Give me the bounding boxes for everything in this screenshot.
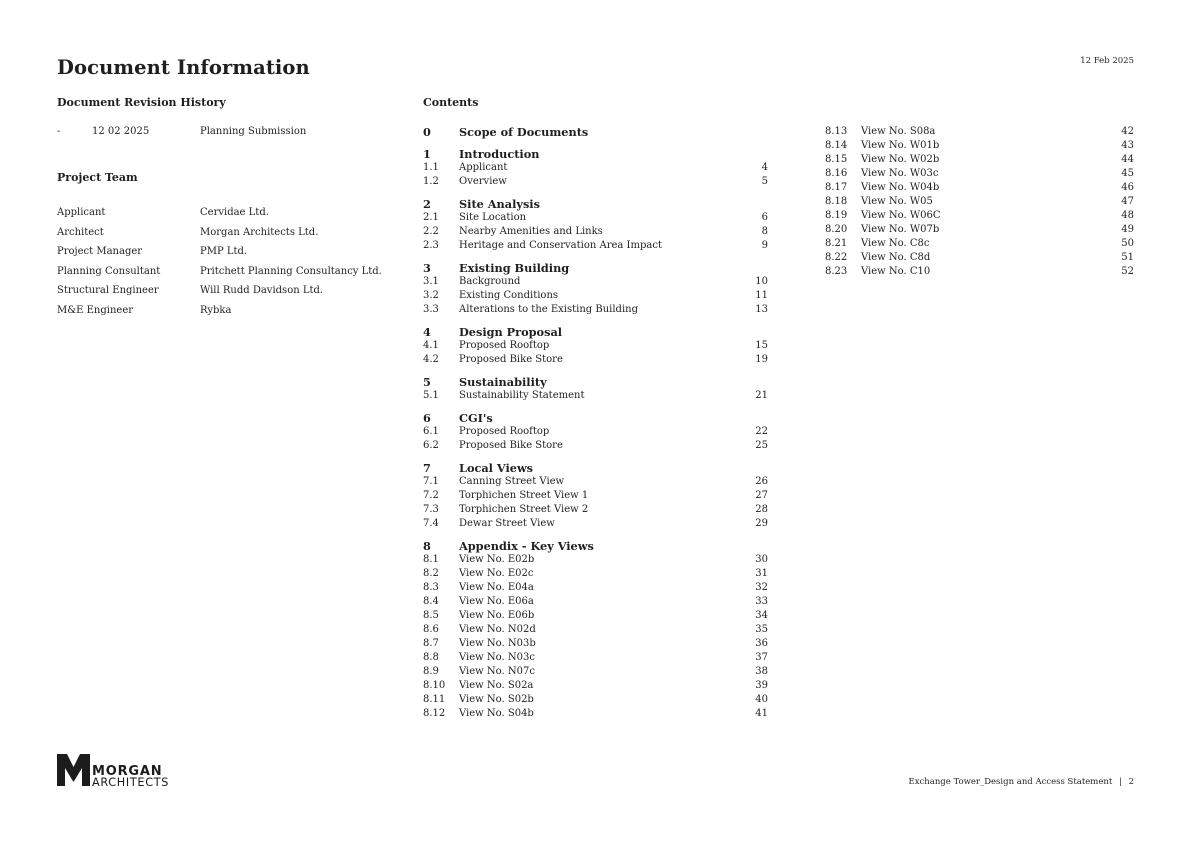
toc-section-number: 6 — [423, 411, 431, 425]
toc-entry-title: View No. S08a — [861, 126, 936, 137]
toc-entry-number: 8.12 — [423, 708, 446, 719]
toc-entry-title: Canning Street View — [459, 476, 565, 487]
team-role: Project Manager — [57, 246, 143, 257]
toc-entry-title: View No. E06a — [459, 596, 534, 607]
toc-page-number: 32 — [755, 582, 768, 593]
toc-page-number: 31 — [755, 568, 768, 579]
toc-entry — [0, 153, 1191, 167]
team-role: Structural Engineer — [57, 285, 159, 296]
toc-section-number: 2 — [423, 197, 431, 211]
toc-section-number: 8 — [423, 539, 431, 553]
toc-entry-number: 4.1 — [423, 340, 439, 351]
toc-entry-number: 8.14 — [825, 140, 848, 151]
toc-entry-number: 7.4 — [423, 518, 439, 529]
toc-section-title: Design Proposal — [459, 325, 563, 339]
toc-section-number: 7 — [423, 461, 431, 475]
toc-page-number: 29 — [755, 518, 768, 529]
document-date: 12 Feb 2025 — [1080, 56, 1134, 66]
toc-entry — [0, 209, 1191, 223]
toc-entry-number: 1.2 — [423, 176, 439, 187]
toc-entry-number: 8.6 — [423, 624, 439, 635]
toc-entry-number: 8.9 — [423, 666, 439, 677]
toc-page-number: 25 — [755, 440, 768, 451]
toc-entry-title: Site Location — [459, 212, 527, 223]
toc-page-number: 52 — [1121, 266, 1134, 277]
toc-page-number: 48 — [1121, 210, 1134, 221]
toc-page-number: 40 — [755, 694, 768, 705]
toc-page-number: 8 — [761, 226, 768, 237]
toc-entry-title: Background — [459, 276, 521, 287]
toc-entry-number: 2.3 — [423, 240, 439, 251]
toc-entry — [0, 251, 1191, 265]
toc-entry-title: View No. N07c — [459, 666, 535, 677]
toc-entry-number: 3.3 — [423, 304, 439, 315]
project-team-heading: Project Team — [57, 171, 138, 184]
toc-entry-title: View No. C8c — [861, 238, 930, 249]
toc-page-number: 10 — [755, 276, 768, 287]
toc-entry-title: View No. E04a — [459, 582, 534, 593]
toc-page-number: 28 — [755, 504, 768, 515]
toc-page-number: 9 — [761, 240, 768, 251]
toc-page-number: 37 — [755, 652, 768, 663]
toc-section-title: Local Views — [459, 461, 534, 475]
team-name: Morgan Architects Ltd. — [200, 226, 319, 238]
footer-separator: | — [1119, 777, 1122, 787]
revision-date: 12 02 2025 — [92, 126, 150, 137]
toc-page-number: 33 — [755, 596, 768, 607]
toc-entry-title: View No. N03b — [459, 638, 536, 649]
toc-entry-title: View No. W05 — [861, 196, 933, 207]
team-name: Rybka — [200, 304, 232, 316]
toc-entry-number: 8.2 — [423, 568, 439, 579]
toc-entry-number: 7.3 — [423, 504, 439, 515]
toc-page-number: 4 — [761, 162, 768, 173]
toc-section-title: CGI's — [459, 411, 493, 425]
toc-entry-title: Proposed Rooftop — [459, 340, 550, 351]
toc-page-number: 50 — [1121, 238, 1134, 249]
toc-page-number: 13 — [755, 304, 768, 315]
toc-page-number: 6 — [761, 212, 768, 223]
toc-entry-number: 8.11 — [423, 694, 446, 705]
logo-mark-icon — [57, 754, 182, 788]
toc-entry-number: 1.1 — [423, 162, 439, 173]
toc-entry-number: 8.8 — [423, 652, 439, 663]
toc-entry-title: View No. S02a — [459, 680, 534, 691]
team-role: Applicant — [57, 207, 106, 218]
toc-page-number: 41 — [755, 708, 768, 719]
toc-entry — [0, 195, 1191, 209]
team-role: M&E Engineer — [57, 304, 134, 316]
toc-section-title: Introduction — [459, 147, 540, 161]
toc-entry — [0, 237, 1191, 251]
toc-entry-title: Alterations to the Existing Building — [459, 304, 638, 315]
toc-entry-title: View No. S02b — [459, 694, 534, 705]
toc-entry-title: View No. N03c — [459, 652, 535, 663]
toc-page-number: 19 — [755, 354, 768, 365]
team-role: Architect — [57, 226, 104, 238]
toc-page-number: 34 — [755, 610, 768, 621]
toc-entry-title: Dewar Street View — [459, 518, 555, 529]
toc-entry-number: 5.1 — [423, 390, 439, 401]
toc-entry-number: 8.13 — [825, 126, 848, 137]
toc-page-number: 21 — [755, 390, 768, 401]
toc-entry-number: 8.4 — [423, 596, 439, 607]
toc-entry-number: 2.2 — [423, 226, 439, 237]
toc-section-number: 0 — [423, 125, 431, 139]
contents-heading: Contents — [423, 96, 479, 109]
team-name: Cervidae Ltd. — [200, 207, 269, 218]
toc-entry-title: View No. C10 — [861, 266, 931, 277]
toc-entry-number: 4.2 — [423, 354, 439, 365]
toc-page-number: 26 — [755, 476, 768, 487]
toc-entry-title: View No. E02b — [459, 554, 535, 565]
toc-entry-title: View No. W04b — [861, 182, 940, 193]
toc-entry-number: 8.3 — [423, 582, 439, 593]
toc-page-number: 46 — [1121, 182, 1134, 193]
toc-page-number: 11 — [755, 290, 768, 301]
toc-page-number: 5 — [761, 176, 768, 187]
toc-page-number: 45 — [1121, 168, 1134, 179]
logo-text-top: MORGAN — [92, 764, 163, 779]
toc-section-title: Sustainability — [459, 375, 547, 389]
toc-entry-title: Sustainability Statement — [459, 390, 585, 401]
morgan-architects-logo — [57, 754, 182, 788]
toc-page-number: 42 — [1121, 126, 1134, 137]
toc-entry-number: 8.15 — [825, 154, 848, 165]
toc-page-number: 47 — [1121, 196, 1134, 207]
toc-entry-title: View No. N02d — [459, 624, 536, 635]
toc-section-title: Site Analysis — [459, 197, 540, 211]
toc-page-number: 51 — [1121, 252, 1134, 263]
team-name: Will Rudd Davidson Ltd. — [200, 285, 324, 296]
team-role: Planning Consultant — [57, 265, 161, 277]
toc-entry-number: 7.2 — [423, 490, 439, 501]
toc-page-number: 43 — [1121, 140, 1134, 151]
page-title: Document Information — [57, 56, 310, 79]
team-name: PMP Ltd. — [200, 246, 248, 257]
toc-page-number: 38 — [755, 666, 768, 677]
toc-page-number: 49 — [1121, 224, 1134, 235]
toc-entry-title: View No. E02c — [459, 568, 534, 579]
toc-section-number: 5 — [423, 375, 431, 389]
revision-number: - — [57, 126, 61, 137]
toc-section-title: Existing Building — [459, 261, 570, 275]
toc-entry-number: 8.21 — [825, 238, 848, 249]
toc-page-number: 35 — [755, 624, 768, 635]
toc-entry-title: View No. W07b — [861, 224, 940, 235]
toc-entry-title: Heritage and Conservation Area Impact — [459, 240, 662, 251]
toc-section-title: Appendix - Key Views — [459, 539, 594, 553]
toc-section-number: 4 — [423, 325, 431, 339]
toc-entry-number: 8.22 — [825, 252, 848, 263]
revision-description: Planning Submission — [200, 126, 307, 137]
toc-page-number: 39 — [755, 680, 768, 691]
toc-entry-number: 8.20 — [825, 224, 848, 235]
toc-entry-title: Proposed Rooftop — [459, 426, 550, 437]
toc-entry — [0, 181, 1191, 195]
revision-history-heading: Document Revision History — [57, 96, 226, 109]
footer-document-name: Exchange Tower_Design and Access Statement — [908, 777, 1113, 787]
toc-page-number: 44 — [1121, 154, 1134, 165]
toc-entry-number: 8.10 — [423, 680, 446, 691]
toc-entry-number: 8.17 — [825, 182, 848, 193]
toc-entry-number: 8.7 — [423, 638, 439, 649]
toc-entry-number: 3.2 — [423, 290, 439, 301]
toc-entry-number: 8.5 — [423, 610, 439, 621]
toc-entry — [0, 223, 1191, 237]
toc-page-number: 15 — [755, 340, 768, 351]
toc-entry-title: View No. W02b — [861, 154, 940, 165]
toc-entry-number: 6.2 — [423, 440, 439, 451]
footer-page-number: 2 — [1128, 777, 1134, 787]
toc-entry-number: 8.16 — [825, 168, 848, 179]
toc-entry-title: Nearby Amenities and Links — [459, 226, 603, 237]
toc-page-number: 27 — [755, 490, 768, 501]
toc-entry-title: View No. W03c — [861, 168, 939, 179]
toc-entry-title: Proposed Bike Store — [459, 354, 563, 365]
toc-entry-number: 6.1 — [423, 426, 439, 437]
toc-entry-number: 8.23 — [825, 266, 848, 277]
toc-entry — [0, 139, 1191, 153]
toc-entry-number: 8.18 — [825, 196, 848, 207]
toc-entry-title: View No. E06b — [459, 610, 535, 621]
toc-page-number: 36 — [755, 638, 768, 649]
toc-entry — [0, 125, 1191, 139]
toc-section-number: 3 — [423, 261, 431, 275]
toc-entry-title: Torphichen Street View 2 — [459, 504, 589, 515]
toc-page-number: 30 — [755, 554, 768, 565]
toc-entry-number: 7.1 — [423, 476, 439, 487]
toc-entry — [0, 167, 1191, 181]
toc-entry-title: Existing Conditions — [459, 290, 559, 301]
toc-entry — [0, 265, 1191, 279]
toc-entry-title: View No. W01b — [861, 140, 940, 151]
toc-entry-number: 8.19 — [825, 210, 848, 221]
toc-section-number: 1 — [423, 147, 431, 161]
toc-entry-title: View No. W06C — [861, 210, 941, 221]
toc-entry-number: 2.1 — [423, 212, 439, 223]
toc-entry-title: View No. C8d — [861, 252, 931, 263]
toc-entry-title: Applicant — [459, 162, 508, 173]
toc-entry-title: Torphichen Street View 1 — [459, 490, 589, 501]
logo-text-bottom: ARCHITECTS — [92, 776, 170, 788]
toc-page-number: 22 — [755, 426, 768, 437]
team-name: Pritchett Planning Consultancy Ltd. — [200, 265, 382, 277]
toc-section-title: Scope of Documents — [459, 125, 589, 139]
toc-entry-title: View No. S04b — [459, 708, 534, 719]
footer-reference — [909, 777, 1134, 787]
toc-entry-title: Overview — [459, 176, 507, 187]
toc-entry-number: 8.1 — [423, 554, 439, 565]
toc-entry-number: 3.1 — [423, 276, 439, 287]
toc-entry-title: Proposed Bike Store — [459, 440, 563, 451]
